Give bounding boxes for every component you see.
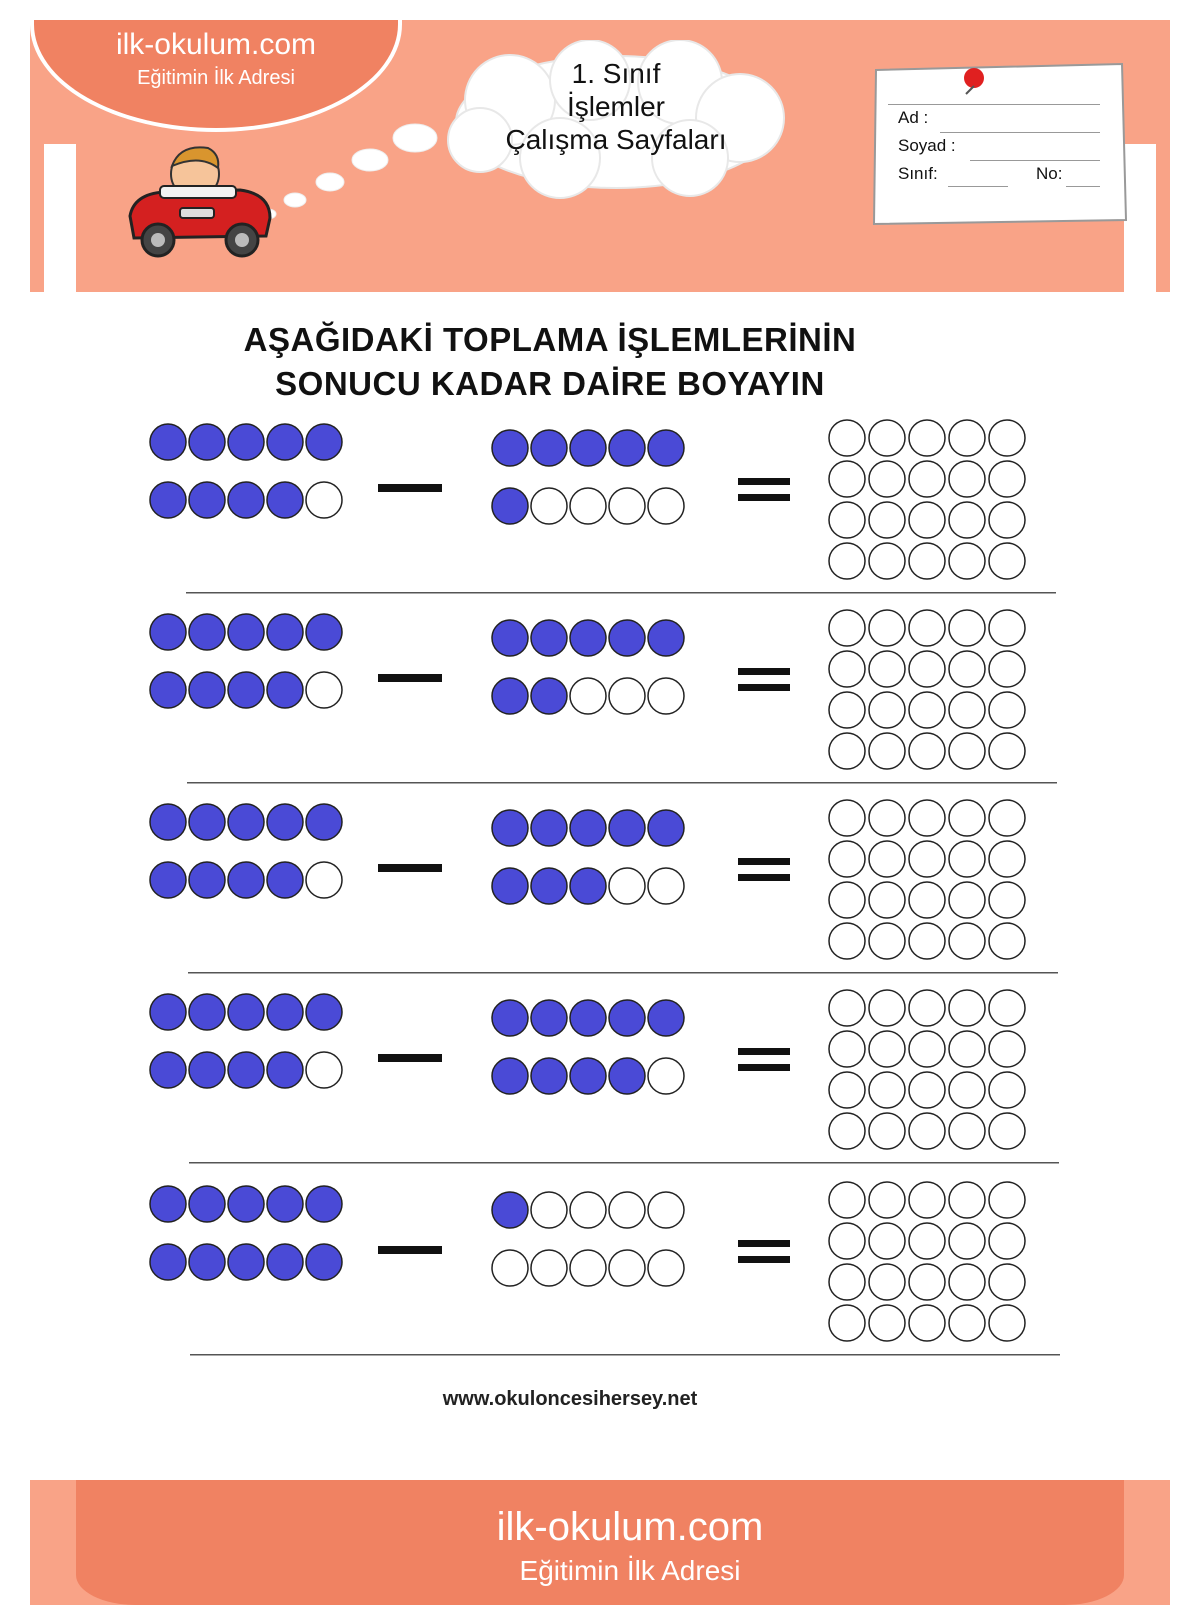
subtrahend-circle <box>648 1000 684 1036</box>
minuend-circle <box>267 424 303 460</box>
answer-circle[interactable] <box>869 733 905 769</box>
answer-circle[interactable] <box>909 1182 945 1218</box>
answer-circle[interactable] <box>909 651 945 687</box>
subtrahend-circle <box>609 810 645 846</box>
answer-circle[interactable] <box>989 543 1025 579</box>
subtrahend-circle[interactable] <box>531 1250 567 1286</box>
minuend-circle[interactable] <box>306 672 342 708</box>
answer-circle[interactable] <box>909 461 945 497</box>
minuend-circle <box>267 1244 303 1280</box>
subtrahend-circle <box>570 1000 606 1036</box>
answer-circle[interactable] <box>869 1113 905 1149</box>
number-label: No: <box>1036 164 1063 183</box>
logo-main-text: ilk-okulum.com <box>115 28 317 61</box>
subtrahend-circle <box>648 430 684 466</box>
minuend-circle <box>306 1186 342 1222</box>
subtrahend-circle <box>570 810 606 846</box>
answer-circle[interactable] <box>989 1264 1025 1300</box>
minuend-circle <box>267 614 303 650</box>
subtrahend-circle <box>531 810 567 846</box>
answer-circle[interactable] <box>909 1305 945 1341</box>
answer-circle[interactable] <box>909 1031 945 1067</box>
equals-sign-icon <box>738 874 790 881</box>
minuend-circle[interactable] <box>306 482 342 518</box>
answer-circle[interactable] <box>909 841 945 877</box>
equals-sign-icon <box>738 1240 790 1247</box>
answer-circle[interactable] <box>869 502 905 538</box>
minuend-circle <box>189 482 225 518</box>
minuend-circle <box>267 1186 303 1222</box>
answer-circle[interactable] <box>989 1182 1025 1218</box>
answer-circle[interactable] <box>829 841 865 877</box>
answer-circle[interactable] <box>909 882 945 918</box>
answer-circle[interactable] <box>869 692 905 728</box>
subtrahend-circle <box>570 1058 606 1094</box>
answer-circle[interactable] <box>949 1182 985 1218</box>
subtrahend-circle <box>492 430 528 466</box>
minuend-circle <box>228 1052 264 1088</box>
subtrahend-circle[interactable] <box>648 1192 684 1228</box>
minuend-circle <box>306 614 342 650</box>
minus-sign-icon <box>378 1246 442 1254</box>
subtrahend-circle[interactable] <box>648 868 684 904</box>
subtrahend-circle <box>609 620 645 656</box>
minuend-circle <box>228 614 264 650</box>
answer-circle[interactable] <box>989 1031 1025 1067</box>
equals-sign-icon <box>738 1064 790 1071</box>
answer-circle[interactable] <box>909 692 945 728</box>
answer-circle[interactable] <box>909 543 945 579</box>
minuend-circle <box>189 862 225 898</box>
name-label: Ad : <box>898 108 929 127</box>
subtrahend-circle[interactable] <box>609 1192 645 1228</box>
answer-circle[interactable] <box>829 882 865 918</box>
minuend-circle <box>189 672 225 708</box>
answer-circle[interactable] <box>829 610 865 646</box>
answer-circle[interactable] <box>829 800 865 836</box>
instruction-line-1: AŞAĞIDAKİ TOPLAMA İŞLEMLERİNİN <box>243 321 857 358</box>
answer-circle[interactable] <box>869 1182 905 1218</box>
answer-circle[interactable] <box>869 461 905 497</box>
row-divider <box>189 1162 1059 1164</box>
subtrahend-circle <box>531 678 567 714</box>
answer-circle[interactable] <box>829 923 865 959</box>
subtrahend-circle <box>492 1058 528 1094</box>
minuend-circle <box>228 672 264 708</box>
answer-circle[interactable] <box>869 1305 905 1341</box>
minuend-circle <box>150 994 186 1030</box>
subtrahend-circle[interactable] <box>531 1192 567 1228</box>
answer-circle[interactable] <box>869 990 905 1026</box>
answer-circle[interactable] <box>989 733 1025 769</box>
subtrahend-circle <box>492 868 528 904</box>
minuend-circle <box>150 862 186 898</box>
answer-circle[interactable] <box>949 461 985 497</box>
answer-circle[interactable] <box>989 800 1025 836</box>
footer-logo-sub: Eğitimin İlk Adresi <box>519 1555 741 1586</box>
instruction-line-2: SONUCU KADAR DAİRE BOYAYIN <box>275 365 825 402</box>
answer-circle[interactable] <box>949 1264 985 1300</box>
equals-sign-icon <box>738 668 790 675</box>
answer-circle[interactable] <box>829 420 865 456</box>
minuend-circle <box>150 614 186 650</box>
answer-circle[interactable] <box>949 1305 985 1341</box>
subtrahend-circle <box>531 1000 567 1036</box>
subtrahend-circle <box>492 1192 528 1228</box>
subtrahend-circle[interactable] <box>492 1250 528 1286</box>
row-divider <box>190 1354 1060 1356</box>
minuend-circle <box>267 482 303 518</box>
answer-circle[interactable] <box>909 733 945 769</box>
answer-circle[interactable] <box>909 610 945 646</box>
answer-circle[interactable] <box>909 1264 945 1300</box>
subtrahend-circle <box>609 1000 645 1036</box>
answer-circle[interactable] <box>949 841 985 877</box>
subtrahend-circle <box>492 810 528 846</box>
answer-circle[interactable] <box>949 1031 985 1067</box>
answer-circle[interactable] <box>869 420 905 456</box>
answer-circle[interactable] <box>829 1113 865 1149</box>
minuend-circle[interactable] <box>306 1052 342 1088</box>
answer-circle[interactable] <box>989 651 1025 687</box>
answer-circle[interactable] <box>949 882 985 918</box>
minuend-circle <box>228 1186 264 1222</box>
subtrahend-circle <box>531 430 567 466</box>
answer-circle[interactable] <box>949 420 985 456</box>
minuend-circle <box>150 482 186 518</box>
answer-circle[interactable] <box>949 610 985 646</box>
answer-circle[interactable] <box>829 733 865 769</box>
subtrahend-circle <box>492 620 528 656</box>
subtrahend-circle <box>609 430 645 466</box>
subtrahend-circle[interactable] <box>531 488 567 524</box>
equals-sign-icon <box>738 1048 790 1055</box>
minuend-circle <box>189 804 225 840</box>
answer-circle[interactable] <box>909 1223 945 1259</box>
minuend-circle <box>189 1244 225 1280</box>
subtrahend-circle[interactable] <box>570 678 606 714</box>
equals-sign-icon <box>738 1256 790 1263</box>
subtrahend-circle[interactable] <box>648 1058 684 1094</box>
minuend-circle <box>306 1244 342 1280</box>
minuend-circle <box>150 1244 186 1280</box>
answer-circle[interactable] <box>829 990 865 1026</box>
equals-sign-icon <box>738 684 790 691</box>
answer-circle[interactable] <box>909 990 945 1026</box>
answer-circle[interactable] <box>829 1072 865 1108</box>
surname-label: Soyad : <box>898 136 956 155</box>
subtrahend-circle <box>492 1000 528 1036</box>
minuend-circle <box>189 1052 225 1088</box>
subtrahend-circle[interactable] <box>570 1250 606 1286</box>
answer-circle[interactable] <box>949 733 985 769</box>
minuend-circle[interactable] <box>306 862 342 898</box>
minuend-circle <box>189 1186 225 1222</box>
answer-circle[interactable] <box>949 692 985 728</box>
answer-circle[interactable] <box>909 1072 945 1108</box>
answer-circle[interactable] <box>949 1113 985 1149</box>
minuend-circle <box>267 804 303 840</box>
subtrahend-circle <box>570 620 606 656</box>
subtrahend-circle[interactable] <box>609 868 645 904</box>
subtrahend-circle <box>531 868 567 904</box>
answer-circle[interactable] <box>829 543 865 579</box>
subtrahend-circle[interactable] <box>609 678 645 714</box>
answer-circle[interactable] <box>989 610 1025 646</box>
minus-sign-icon <box>378 674 442 682</box>
minuend-circle <box>228 1244 264 1280</box>
answer-circle[interactable] <box>829 1305 865 1341</box>
equals-sign-icon <box>738 858 790 865</box>
answer-circle[interactable] <box>989 1113 1025 1149</box>
answer-circle[interactable] <box>989 420 1025 456</box>
minus-sign-icon <box>378 864 442 872</box>
minuend-circle <box>267 1052 303 1088</box>
logo-sub-text: Eğitimin İlk Adresi <box>137 67 295 89</box>
minuend-circle <box>228 994 264 1030</box>
minus-sign-icon <box>378 1054 442 1062</box>
equals-sign-icon <box>738 494 790 501</box>
minuend-circle <box>306 994 342 1030</box>
row-divider <box>187 782 1057 784</box>
minuend-circle <box>267 994 303 1030</box>
subtrahend-circle[interactable] <box>570 488 606 524</box>
subtrahend-circle[interactable] <box>648 488 684 524</box>
answer-circle[interactable] <box>909 1113 945 1149</box>
answer-circle[interactable] <box>949 800 985 836</box>
subtrahend-circle[interactable] <box>648 1250 684 1286</box>
answer-circle[interactable] <box>909 420 945 456</box>
subtrahend-circle <box>570 868 606 904</box>
answer-circle[interactable] <box>869 1031 905 1067</box>
subtrahend-circle <box>492 678 528 714</box>
answer-circle[interactable] <box>909 502 945 538</box>
answer-circle[interactable] <box>989 923 1025 959</box>
answer-circle[interactable] <box>909 923 945 959</box>
minuend-circle <box>228 482 264 518</box>
minuend-circle <box>150 1186 186 1222</box>
subtrahend-circle <box>648 810 684 846</box>
cloud-line-2: İşlemler <box>566 91 665 122</box>
answer-circle[interactable] <box>989 1072 1025 1108</box>
answer-circle[interactable] <box>909 800 945 836</box>
equals-sign-icon <box>738 478 790 485</box>
minuend-circle <box>150 672 186 708</box>
answer-circle[interactable] <box>989 1305 1025 1341</box>
answer-circle[interactable] <box>989 692 1025 728</box>
subtrahend-circle <box>531 1058 567 1094</box>
answer-circle[interactable] <box>829 1264 865 1300</box>
minuend-circle <box>150 424 186 460</box>
footer-logo-main: ilk-okulum.com <box>496 1505 764 1549</box>
answer-circle[interactable] <box>869 543 905 579</box>
subtrahend-circle <box>570 430 606 466</box>
subtrahend-circle[interactable] <box>648 678 684 714</box>
answer-circle[interactable] <box>989 461 1025 497</box>
minuend-circle <box>150 1052 186 1088</box>
answer-circle[interactable] <box>829 1031 865 1067</box>
minuend-circle <box>228 804 264 840</box>
minuend-circle <box>228 424 264 460</box>
answer-circle[interactable] <box>949 651 985 687</box>
answer-circle[interactable] <box>829 692 865 728</box>
answer-circle[interactable] <box>949 923 985 959</box>
answer-circle[interactable] <box>869 610 905 646</box>
answer-circle[interactable] <box>869 651 905 687</box>
answer-circle[interactable] <box>989 841 1025 877</box>
subtrahend-circle <box>492 488 528 524</box>
answer-circle[interactable] <box>949 1223 985 1259</box>
subtrahend-circle[interactable] <box>570 1192 606 1228</box>
answer-circle[interactable] <box>829 461 865 497</box>
cloud-line-3: Çalışma Sayfaları <box>505 124 727 155</box>
subtrahend-circle <box>648 620 684 656</box>
minuend-circle <box>189 614 225 650</box>
minus-sign-icon <box>378 484 442 492</box>
minuend-circle <box>306 804 342 840</box>
answer-circle[interactable] <box>829 502 865 538</box>
minuend-circle <box>267 672 303 708</box>
answer-circle[interactable] <box>869 1072 905 1108</box>
class-label: Sınıf: <box>898 164 938 183</box>
answer-circle[interactable] <box>869 1223 905 1259</box>
answer-circle[interactable] <box>989 882 1025 918</box>
answer-circle[interactable] <box>869 923 905 959</box>
answer-circle[interactable] <box>869 800 905 836</box>
answer-circle[interactable] <box>989 1223 1025 1259</box>
subtrahend-circle <box>531 620 567 656</box>
answer-circle[interactable] <box>949 990 985 1026</box>
minuend-circle <box>267 862 303 898</box>
answer-circle[interactable] <box>869 841 905 877</box>
answer-circle[interactable] <box>949 502 985 538</box>
minuend-circle <box>228 862 264 898</box>
answer-circle[interactable] <box>829 1182 865 1218</box>
minuend-circle <box>189 994 225 1030</box>
minuend-circle <box>306 424 342 460</box>
answer-circle[interactable] <box>869 882 905 918</box>
subtrahend-circle[interactable] <box>609 488 645 524</box>
answer-circle[interactable] <box>829 651 865 687</box>
website-url: www.okuloncesihersey.net <box>442 1388 698 1410</box>
row-divider <box>186 592 1056 594</box>
answer-circle[interactable] <box>949 1072 985 1108</box>
answer-circle[interactable] <box>949 543 985 579</box>
answer-circle[interactable] <box>989 990 1025 1026</box>
minuend-circle <box>189 424 225 460</box>
cloud-line-1: 1. Sınıf <box>571 58 661 89</box>
subtrahend-circle <box>609 1058 645 1094</box>
answer-circle[interactable] <box>989 502 1025 538</box>
row-divider <box>188 972 1058 974</box>
minuend-circle <box>150 804 186 840</box>
subtrahend-circle[interactable] <box>609 1250 645 1286</box>
answer-circle[interactable] <box>829 1223 865 1259</box>
answer-circle[interactable] <box>869 1264 905 1300</box>
